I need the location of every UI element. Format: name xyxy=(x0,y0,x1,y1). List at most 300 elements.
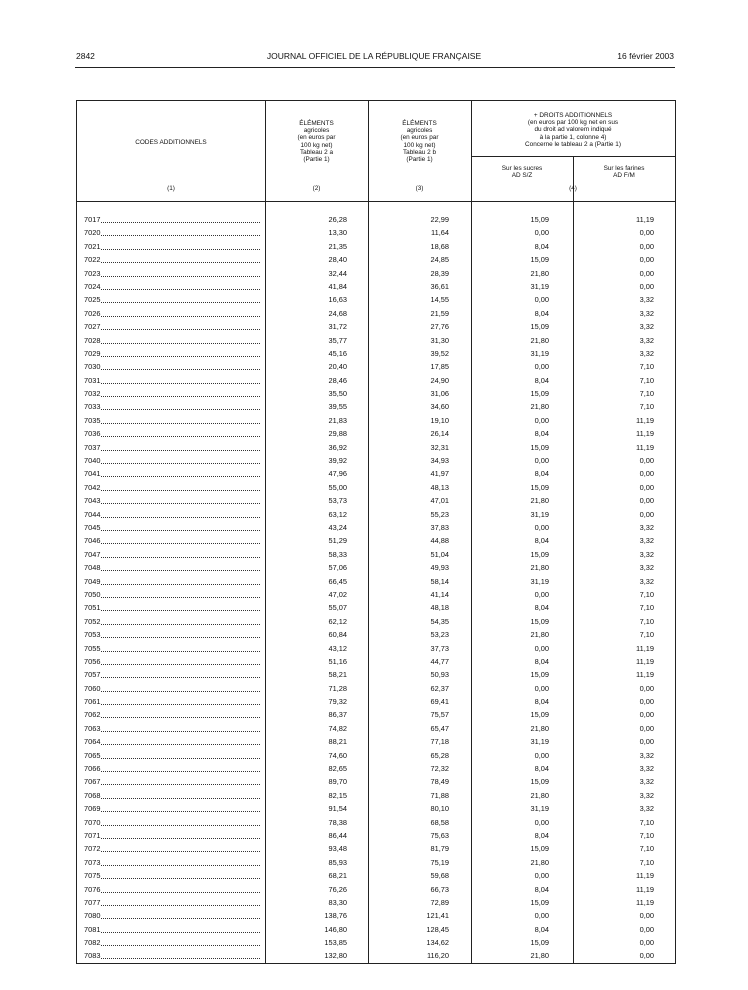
element-b-cell: 14,55 xyxy=(430,295,449,305)
table-row xyxy=(77,642,675,655)
header-rule xyxy=(75,67,675,68)
element-a-cell: 58,21 xyxy=(328,670,347,680)
code-cell: 7035 xyxy=(84,415,101,425)
code-cell-wrap xyxy=(84,441,259,454)
element-a-cell: 58,33 xyxy=(328,549,347,559)
code-cell-wrap xyxy=(84,508,259,521)
element-b-cell: 51,04 xyxy=(430,549,449,559)
sucres-cell: 0,00 xyxy=(534,522,549,532)
element-b-cell: 24,85 xyxy=(430,255,449,265)
element-b-cell: 59,68 xyxy=(430,871,449,881)
farines-cell: 3,32 xyxy=(639,308,654,318)
code-cell: 7048 xyxy=(84,563,101,573)
table-row xyxy=(77,226,675,239)
farines-cell: 3,32 xyxy=(639,764,654,774)
code-cell-wrap xyxy=(84,949,259,962)
element-a-cell: 51,16 xyxy=(328,656,347,666)
element-b-cell: 53,23 xyxy=(430,630,449,640)
farines-cell: 7,10 xyxy=(639,830,654,840)
page-number: 2842 xyxy=(76,51,95,61)
sucres-cell: 0,00 xyxy=(534,295,549,305)
running-header xyxy=(0,51,748,63)
sucres-cell: 31,19 xyxy=(530,737,549,747)
table-row xyxy=(77,762,675,775)
code-cell-wrap xyxy=(84,427,259,440)
header-droits-additionnels: + DROITS ADDITIONNELS (en euros par 100 kg net en sus du droit ad valorem indiqué à la partie 1, colonne 4) Concerne le tableau 2 a (Partie 1) xyxy=(525,112,621,148)
table-row xyxy=(77,427,675,440)
code-cell-wrap xyxy=(84,481,259,494)
sucres-cell: 0,00 xyxy=(534,911,549,921)
code-cell-wrap xyxy=(84,842,259,855)
element-b-cell: 58,14 xyxy=(430,576,449,586)
farines-cell: 7,10 xyxy=(639,362,654,372)
code-cell: 7040 xyxy=(84,456,101,466)
element-b-cell: 55,23 xyxy=(430,509,449,519)
farines-cell: 0,00 xyxy=(639,241,654,251)
element-a-cell: 31,72 xyxy=(328,322,347,332)
code-cell: 7082 xyxy=(84,938,101,948)
element-b-cell: 44,88 xyxy=(430,536,449,546)
farines-cell: 11,19 xyxy=(636,656,654,666)
code-cell: 7053 xyxy=(84,630,101,640)
element-b-cell: 37,83 xyxy=(430,522,449,532)
farines-cell: 0,00 xyxy=(639,456,654,466)
farines-cell: 0,00 xyxy=(639,255,654,265)
element-a-cell: 153,85 xyxy=(324,938,347,948)
table-row xyxy=(77,481,675,494)
code-cell: 7077 xyxy=(84,897,101,907)
code-cell-wrap xyxy=(84,588,259,601)
sucres-cell: 31,19 xyxy=(530,348,549,358)
code-cell: 7026 xyxy=(84,308,101,318)
sucres-cell: 0,00 xyxy=(534,362,549,372)
code-cell-wrap xyxy=(84,494,259,507)
sucres-cell: 15,09 xyxy=(530,482,549,492)
code-cell-wrap xyxy=(84,575,259,588)
farines-cell: 7,10 xyxy=(639,402,654,412)
element-a-cell: 41,84 xyxy=(328,281,347,291)
sucres-cell: 15,09 xyxy=(530,844,549,854)
farines-cell: 11,19 xyxy=(636,871,654,881)
code-cell-wrap xyxy=(84,226,259,239)
farines-cell: 7,10 xyxy=(639,844,654,854)
element-a-cell: 29,88 xyxy=(328,429,347,439)
table-row xyxy=(77,883,675,896)
table-row xyxy=(77,320,675,333)
code-cell: 7068 xyxy=(84,790,101,800)
element-b-cell: 77,18 xyxy=(430,737,449,747)
code-cell: 7065 xyxy=(84,750,101,760)
sucres-cell: 21,80 xyxy=(530,723,549,733)
element-a-cell: 66,45 xyxy=(328,576,347,586)
table-row xyxy=(77,789,675,802)
code-cell-wrap xyxy=(84,601,259,614)
sucres-cell: 8,04 xyxy=(534,656,549,666)
header-bottom-rule xyxy=(77,201,675,202)
code-cell: 7072 xyxy=(84,844,101,854)
code-cell: 7046 xyxy=(84,536,101,546)
element-a-cell: 16,63 xyxy=(328,295,347,305)
farines-cell: 0,00 xyxy=(639,723,654,733)
element-b-cell: 134,62 xyxy=(426,938,449,948)
issue-date: 16 février 2003 xyxy=(617,51,674,61)
code-cell-wrap xyxy=(84,561,259,574)
element-a-cell: 28,46 xyxy=(328,375,347,385)
code-cell: 7051 xyxy=(84,603,101,613)
sucres-cell: 0,00 xyxy=(534,683,549,693)
code-cell-wrap xyxy=(84,615,259,628)
farines-cell: 0,00 xyxy=(639,951,654,961)
sucres-cell: 0,00 xyxy=(534,750,549,760)
element-a-cell: 35,50 xyxy=(328,389,347,399)
farines-cell: 3,32 xyxy=(639,348,654,358)
farines-cell: 11,19 xyxy=(636,884,654,894)
sucres-cell: 15,09 xyxy=(530,322,549,332)
table-row xyxy=(77,735,675,748)
farines-cell: 0,00 xyxy=(639,469,654,479)
sucres-cell: 21,80 xyxy=(530,335,549,345)
table-row xyxy=(77,293,675,306)
table-row xyxy=(77,949,675,962)
element-b-cell: 49,93 xyxy=(430,563,449,573)
sucres-cell: 8,04 xyxy=(534,884,549,894)
element-a-cell: 85,93 xyxy=(328,857,347,867)
farines-cell: 3,32 xyxy=(639,295,654,305)
table-row xyxy=(77,775,675,788)
element-a-cell: 132,80 xyxy=(324,951,347,961)
table-row xyxy=(77,280,675,293)
element-b-cell: 37,73 xyxy=(430,643,449,653)
element-a-cell: 47,96 xyxy=(328,469,347,479)
sucres-cell: 15,09 xyxy=(530,215,549,224)
element-b-cell: 26,14 xyxy=(430,429,449,439)
element-b-cell: 62,37 xyxy=(430,683,449,693)
code-cell: 7052 xyxy=(84,616,101,626)
code-cell-wrap xyxy=(84,869,259,882)
code-cell: 7075 xyxy=(84,871,101,881)
element-a-cell: 36,92 xyxy=(328,442,347,452)
code-cell-wrap xyxy=(84,280,259,293)
element-b-cell: 72,32 xyxy=(430,764,449,774)
element-a-cell: 55,00 xyxy=(328,482,347,492)
tariff-table xyxy=(76,100,676,964)
code-cell: 7031 xyxy=(84,375,101,385)
code-cell-wrap xyxy=(84,923,259,936)
code-cell: 7083 xyxy=(84,951,101,961)
code-cell-wrap xyxy=(84,374,259,387)
element-b-cell: 11,64 xyxy=(431,228,449,238)
farines-cell: 7,10 xyxy=(639,589,654,599)
code-cell-wrap xyxy=(84,360,259,373)
table-row xyxy=(77,548,675,561)
code-cell-wrap xyxy=(84,414,259,427)
element-a-cell: 28,40 xyxy=(328,255,347,265)
sucres-cell: 15,09 xyxy=(530,710,549,720)
code-cell-wrap xyxy=(84,762,259,775)
code-cell-wrap xyxy=(84,253,259,266)
element-b-cell: 121,41 xyxy=(426,911,449,921)
header-farines: Sur les farines AD F/M xyxy=(603,165,645,180)
code-cell-wrap xyxy=(84,293,259,306)
sucres-cell: 15,09 xyxy=(530,616,549,626)
sucres-cell: 21,80 xyxy=(530,857,549,867)
element-a-cell: 91,54 xyxy=(328,804,347,814)
sucres-cell: 21,80 xyxy=(530,951,549,961)
table-row xyxy=(77,722,675,735)
sucres-cell: 0,00 xyxy=(534,589,549,599)
element-b-cell: 17,85 xyxy=(430,362,449,372)
sucres-cell: 15,09 xyxy=(530,777,549,787)
element-a-cell: 93,48 xyxy=(328,844,347,854)
sucres-cell: 8,04 xyxy=(534,764,549,774)
element-a-cell: 89,70 xyxy=(328,777,347,787)
code-cell: 7025 xyxy=(84,295,101,305)
element-b-cell: 41,14 xyxy=(430,589,449,599)
farines-cell: 7,10 xyxy=(639,630,654,640)
code-cell: 7069 xyxy=(84,804,101,814)
code-cell-wrap xyxy=(84,521,259,534)
code-cell-wrap xyxy=(84,642,259,655)
code-cell-wrap xyxy=(84,307,259,320)
element-a-cell: 57,06 xyxy=(328,563,347,573)
element-a-cell: 51,29 xyxy=(328,536,347,546)
table-row xyxy=(77,668,675,681)
code-cell: 7036 xyxy=(84,429,101,439)
code-cell: 7067 xyxy=(84,777,101,787)
farines-cell: 3,32 xyxy=(639,790,654,800)
sucres-cell: 15,09 xyxy=(530,389,549,399)
farines-cell: 3,32 xyxy=(639,322,654,332)
element-a-cell: 83,30 xyxy=(328,897,347,907)
farines-cell: 0,00 xyxy=(639,683,654,693)
code-cell: 7070 xyxy=(84,817,101,827)
code-cell: 7022 xyxy=(84,255,101,265)
table-row xyxy=(77,896,675,909)
element-a-cell: 43,24 xyxy=(328,522,347,532)
farines-cell: 0,00 xyxy=(639,697,654,707)
farines-cell: 0,00 xyxy=(639,938,654,948)
code-cell: 7043 xyxy=(84,496,101,506)
element-b-cell: 78,49 xyxy=(430,777,449,787)
table-row xyxy=(77,334,675,347)
farines-cell: 3,32 xyxy=(639,804,654,814)
sucres-cell: 8,04 xyxy=(534,308,549,318)
farines-cell: 0,00 xyxy=(639,281,654,291)
sucres-cell: 8,04 xyxy=(534,429,549,439)
table-row xyxy=(77,213,675,226)
code-cell: 7024 xyxy=(84,281,101,291)
code-cell: 7049 xyxy=(84,576,101,586)
farines-cell: 3,32 xyxy=(639,777,654,787)
code-cell: 7080 xyxy=(84,911,101,921)
table-row xyxy=(77,400,675,413)
sucres-cell: 15,09 xyxy=(530,938,549,948)
column-number-2: (2) xyxy=(312,185,321,192)
code-cell-wrap xyxy=(84,655,259,668)
sucres-cell: 15,09 xyxy=(530,897,549,907)
element-b-cell: 66,73 xyxy=(430,884,449,894)
farines-cell: 0,00 xyxy=(639,737,654,747)
table-row xyxy=(77,708,675,721)
code-cell-wrap xyxy=(84,387,259,400)
code-cell: 7017 xyxy=(84,215,101,224)
table-row xyxy=(77,414,675,427)
code-cell: 7021 xyxy=(84,241,101,251)
element-a-cell: 39,92 xyxy=(328,456,347,466)
code-cell-wrap xyxy=(84,548,259,561)
table-row xyxy=(77,802,675,815)
table-row xyxy=(77,615,675,628)
code-cell-wrap xyxy=(84,400,259,413)
table-row xyxy=(77,508,675,521)
code-cell: 7020 xyxy=(84,228,101,238)
element-b-cell: 32,31 xyxy=(430,442,449,452)
code-cell: 7060 xyxy=(84,683,101,693)
table-row xyxy=(77,494,675,507)
sucres-cell: 8,04 xyxy=(534,603,549,613)
code-cell: 7037 xyxy=(84,442,101,452)
sucres-cell: 21,80 xyxy=(530,790,549,800)
element-b-cell: 48,13 xyxy=(430,482,449,492)
element-a-cell: 24,68 xyxy=(328,308,347,318)
farines-cell: 3,32 xyxy=(639,750,654,760)
farines-cell: 11,19 xyxy=(636,429,654,439)
element-a-cell: 13,30 xyxy=(328,228,347,238)
element-a-cell: 82,15 xyxy=(328,790,347,800)
element-a-cell: 71,28 xyxy=(328,683,347,693)
sucres-cell: 8,04 xyxy=(534,697,549,707)
element-a-cell: 20,40 xyxy=(328,362,347,372)
farines-cell: 0,00 xyxy=(639,924,654,934)
code-cell-wrap xyxy=(84,467,259,480)
farines-cell: 0,00 xyxy=(639,268,654,278)
table-body xyxy=(77,213,675,963)
table-row xyxy=(77,240,675,253)
code-cell: 7056 xyxy=(84,656,101,666)
element-b-cell: 18,68 xyxy=(430,241,449,251)
farines-cell: 3,32 xyxy=(639,576,654,586)
code-cell-wrap xyxy=(84,334,259,347)
code-cell-wrap xyxy=(84,802,259,815)
code-cell: 7081 xyxy=(84,924,101,934)
farines-cell: 0,00 xyxy=(639,710,654,720)
code-cell-wrap xyxy=(84,708,259,721)
sucres-cell: 0,00 xyxy=(534,415,549,425)
element-b-cell: 22,99 xyxy=(430,215,449,224)
element-b-cell: 81,79 xyxy=(430,844,449,854)
farines-cell: 7,10 xyxy=(639,616,654,626)
code-cell-wrap xyxy=(84,695,259,708)
code-cell: 7045 xyxy=(84,522,101,532)
sucres-cell: 21,80 xyxy=(530,630,549,640)
code-cell: 7047 xyxy=(84,549,101,559)
element-b-cell: 68,58 xyxy=(430,817,449,827)
code-cell-wrap xyxy=(84,829,259,842)
table-row xyxy=(77,561,675,574)
code-cell-wrap xyxy=(84,936,259,949)
table-row xyxy=(77,909,675,922)
element-b-cell: 31,06 xyxy=(430,389,449,399)
element-a-cell: 78,38 xyxy=(328,817,347,827)
column-number-4: (4) xyxy=(569,185,577,192)
code-cell-wrap xyxy=(84,775,259,788)
table-row xyxy=(77,588,675,601)
element-a-cell: 79,32 xyxy=(328,697,347,707)
element-a-cell: 74,82 xyxy=(328,723,347,733)
element-a-cell: 43,12 xyxy=(328,643,347,653)
element-b-cell: 116,20 xyxy=(426,951,449,961)
farines-cell: 11,19 xyxy=(636,215,654,224)
header-rule-droits xyxy=(471,156,675,157)
table-row xyxy=(77,601,675,614)
sucres-cell: 0,00 xyxy=(534,643,549,653)
element-a-cell: 76,26 xyxy=(328,884,347,894)
table-row xyxy=(77,856,675,869)
code-cell: 7023 xyxy=(84,268,101,278)
sucres-cell: 21,80 xyxy=(530,268,549,278)
element-b-cell: 36,61 xyxy=(430,281,449,291)
element-a-cell: 21,35 xyxy=(328,241,347,251)
table-row xyxy=(77,869,675,882)
code-cell-wrap xyxy=(84,856,259,869)
element-a-cell: 88,21 xyxy=(328,737,347,747)
element-a-cell: 26,28 xyxy=(328,215,347,224)
farines-cell: 7,10 xyxy=(639,389,654,399)
sucres-cell: 15,09 xyxy=(530,255,549,265)
table-row xyxy=(77,253,675,266)
code-cell: 7042 xyxy=(84,482,101,492)
code-cell-wrap xyxy=(84,682,259,695)
element-a-cell: 63,12 xyxy=(328,509,347,519)
code-cell-wrap xyxy=(84,909,259,922)
table-row xyxy=(77,829,675,842)
code-cell-wrap xyxy=(84,534,259,547)
table-row xyxy=(77,267,675,280)
element-a-cell: 82,65 xyxy=(328,764,347,774)
element-a-cell: 62,12 xyxy=(328,616,347,626)
element-b-cell: 71,88 xyxy=(430,790,449,800)
table-row xyxy=(77,387,675,400)
element-a-cell: 32,44 xyxy=(328,268,347,278)
code-cell-wrap xyxy=(84,749,259,762)
sucres-cell: 21,80 xyxy=(530,496,549,506)
code-cell: 7071 xyxy=(84,830,101,840)
sucres-cell: 0,00 xyxy=(534,871,549,881)
element-a-cell: 39,55 xyxy=(328,402,347,412)
element-b-cell: 34,93 xyxy=(430,456,449,466)
table-row xyxy=(77,842,675,855)
code-cell: 7041 xyxy=(84,469,101,479)
element-a-cell: 138,76 xyxy=(324,911,347,921)
element-b-cell: 47,01 xyxy=(430,496,449,506)
table-row xyxy=(77,749,675,762)
element-b-cell: 24,90 xyxy=(430,375,449,385)
code-cell-wrap xyxy=(84,347,259,360)
element-b-cell: 128,45 xyxy=(426,924,449,934)
sucres-cell: 8,04 xyxy=(534,375,549,385)
sucres-cell: 8,04 xyxy=(534,924,549,934)
element-b-cell: 19,10 xyxy=(430,415,449,425)
column-number-1: (1) xyxy=(167,185,175,192)
sucres-cell: 8,04 xyxy=(534,830,549,840)
element-b-cell: 31,30 xyxy=(430,335,449,345)
header-codes: CODES ADDITIONNELS xyxy=(135,139,207,146)
farines-cell: 7,10 xyxy=(639,375,654,385)
element-b-cell: 44,77 xyxy=(430,656,449,666)
code-cell: 7055 xyxy=(84,643,101,653)
table-row xyxy=(77,441,675,454)
sucres-cell: 31,19 xyxy=(530,576,549,586)
